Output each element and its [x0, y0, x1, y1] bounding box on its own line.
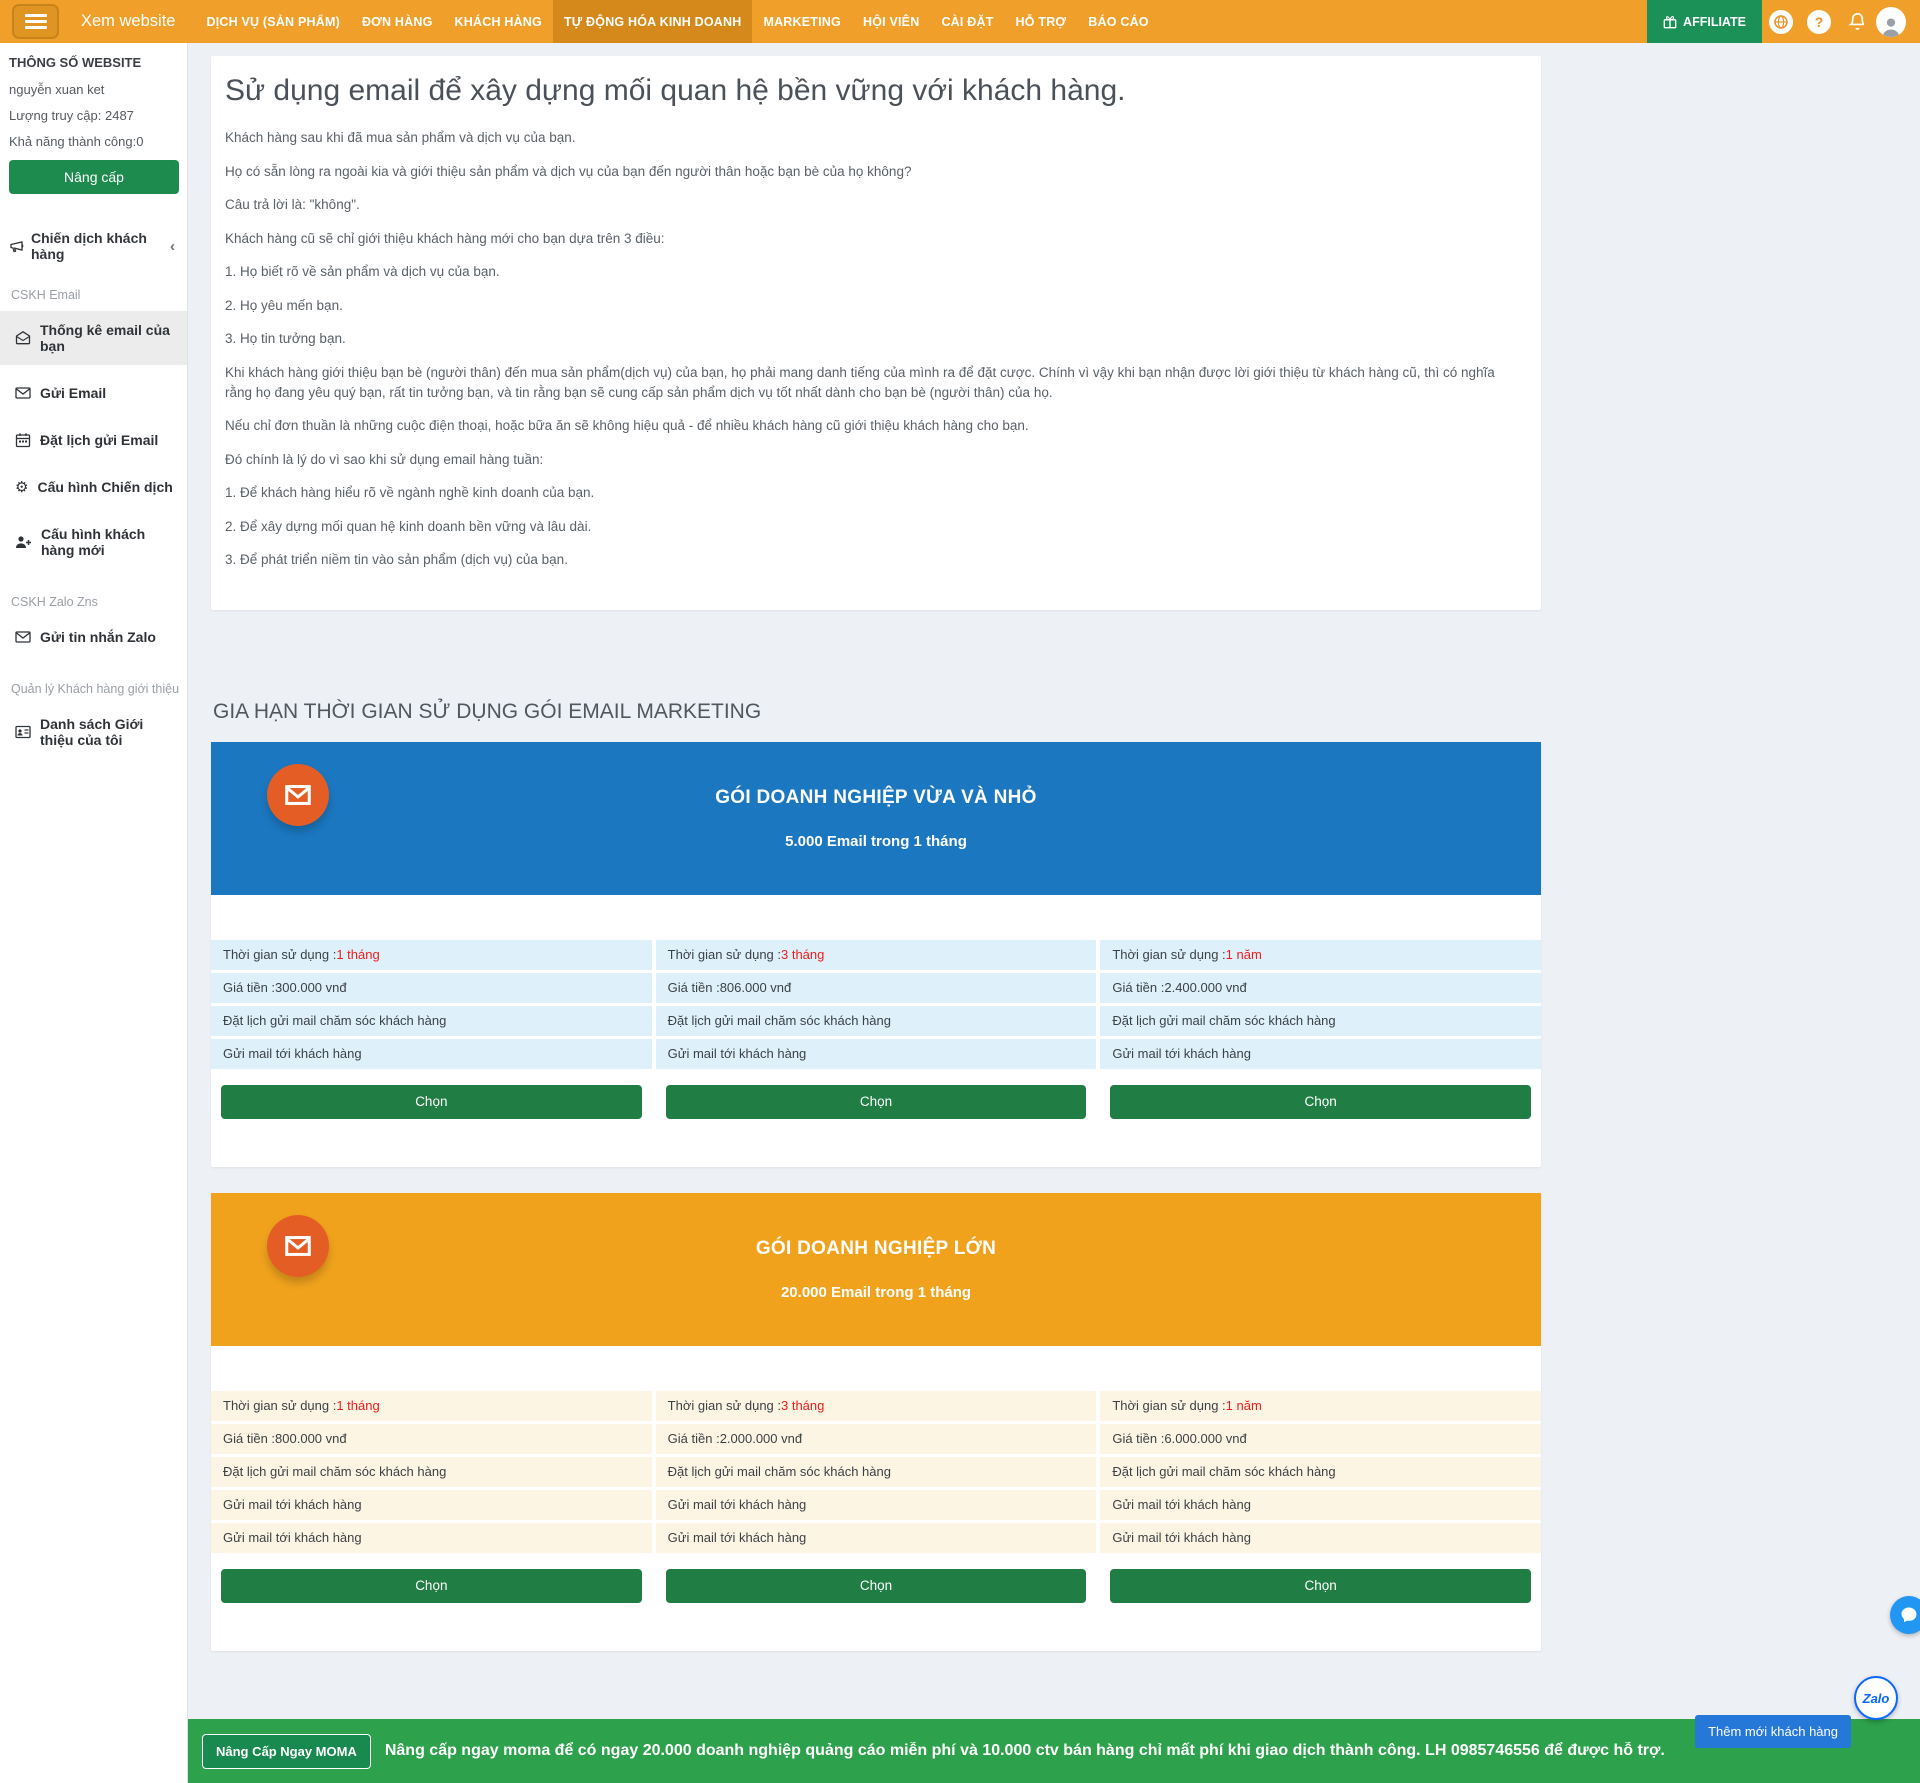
plan-table [211, 940, 1541, 1119]
article-paragraph: 3. Họ tin tưởng bạn. [225, 331, 346, 347]
choose-plan-button[interactable]: Chọn [666, 1085, 1087, 1119]
package-header [211, 1193, 1541, 1346]
package-card-enterprise [211, 1193, 1541, 1651]
nav-item-settings[interactable]: CÀI ĐẶT [941, 14, 994, 29]
plan-feature: Gửi mail tới khách hàng [1100, 1039, 1541, 1069]
plan-column-1-month [211, 940, 652, 1119]
page-title: Sử dụng email để xây dựng mối quan hệ bền vững với khách hàng. [225, 74, 1126, 107]
article-paragraph: Khách hàng sau khi đã mua sản phẩm và dịch vụ của bạn. [225, 130, 576, 145]
plan-price: Giá tiền : 6.000.000 vnđ [1100, 1424, 1541, 1454]
chevron-left-icon: ‹ [170, 237, 175, 255]
promo-message: Nâng cấp ngay moma để có ngay 20.000 doanh nghiệp quảng cáo miễn phí và 10.000 ctv bán hàng chỉ mất phí khi giao dịch thành công. LH 0985746556 để được hỗ trợ. [384, 1742, 1665, 1759]
article-paragraph: Câu trả lời là: "không". [225, 197, 360, 213]
renewal-section-title: GIA HẠN THỜI GIAN SỬ DỤNG GÓI EMAIL MARKETING [213, 699, 762, 723]
choose-plan-button[interactable]: Chọn [1110, 1085, 1531, 1119]
plan-feature: Gửi mail tới khách hàng [211, 1490, 652, 1520]
sidebar-success-rate: Khả năng thành công:0 [9, 134, 144, 149]
plan-duration: Thời gian sử dụng : 1 tháng [211, 940, 652, 970]
plan-feature: Gửi mail tới khách hàng [211, 1523, 652, 1553]
plan-column-1-year [1100, 940, 1541, 1119]
language-globe-icon[interactable] [1768, 9, 1794, 35]
plan-feature: Đặt lịch gửi mail chăm sóc khách hàng [656, 1006, 1097, 1036]
plan-feature: Đặt lịch gửi mail chăm sóc khách hàng [211, 1457, 652, 1487]
add-customer-button[interactable]: Thêm mới khách hàng [1695, 1715, 1851, 1748]
sidebar-item-schedule-email[interactable]: Đặt lịch gửi Email [0, 421, 187, 459]
package-card-sme [211, 742, 1541, 1167]
plan-feature: Đặt lịch gửi mail chăm sóc khách hàng [1100, 1006, 1541, 1036]
promo-footer-bar [188, 1719, 1920, 1783]
top-navbar [0, 0, 1920, 43]
plan-feature: Gửi mail tới khách hàng [1100, 1523, 1541, 1553]
article-card [211, 56, 1541, 610]
sidebar [0, 43, 188, 1783]
sidebar-visit-count: Lượng truy cập: 2487 [9, 108, 134, 123]
sidebar-item-email-stats[interactable]: Thống kê email của bạn [0, 311, 187, 365]
menu-toggle-icon[interactable] [12, 4, 59, 39]
plan-duration: Thời gian sử dụng : 1 tháng [211, 1391, 652, 1421]
plan-feature: Đặt lịch gửi mail chăm sóc khách hàng [211, 1006, 652, 1036]
package-subtitle: 5.000 Email trong 1 tháng [785, 832, 967, 850]
plan-price: Giá tiền : 2.400.000 vnđ [1100, 973, 1541, 1003]
plan-feature: Đặt lịch gửi mail chăm sóc khách hàng [1100, 1457, 1541, 1487]
plan-duration: Thời gian sử dụng : 1 năm [1100, 1391, 1541, 1421]
sidebar-item-my-referrals[interactable]: Danh sách Giới thiệu của tôi [0, 705, 187, 759]
article-paragraph: Họ có sẵn lòng ra ngoài kia và giới thiệu sản phẩm và dịch vụ của bạn đến người thân hoặc bạn bè của họ không? [225, 163, 912, 179]
sidebar-section-cskh-email: CSKH Email [11, 288, 81, 302]
plan-feature: Gửi mail tới khách hàng [656, 1523, 1097, 1553]
article-paragraph: 2. Để xây dựng mối quan hệ kinh doanh bền vững và lâu dài. [225, 518, 592, 534]
plan-price: Giá tiền : 800.000 vnđ [211, 1424, 652, 1454]
article-paragraph: 1. Họ biết rõ về sản phẩm và dịch vụ của bạn. [225, 264, 500, 280]
sidebar-item-send-email[interactable]: Gửi Email [0, 374, 187, 412]
package-subtitle: 20.000 Email trong 1 tháng [780, 1283, 972, 1301]
affiliate-button[interactable]: AFFILIATE [1647, 0, 1762, 43]
article-paragraph: 3. Để phát triển niềm tin vào sản phẩm (dịch vụ) của bạn. [225, 552, 568, 568]
plan-price: Giá tiền : 2.000.000 vnđ [656, 1424, 1097, 1454]
upgrade-button[interactable]: Nâng cấp [9, 160, 179, 194]
view-website-link[interactable]: Xem website [81, 12, 176, 30]
article-paragraph: Nếu chỉ đơn thuần là những cuộc điện thoại, hoặc bữa ăn sẽ không hiệu quả - để nhiều khách hàng cũ giới thiệu khách hàng cho bạn. [225, 418, 1029, 434]
sidebar-username: nguyễn xuan ket [9, 82, 105, 97]
package-name: GÓI DOANH NGHIỆP VỪA VÀ NHỎ [715, 786, 1037, 808]
nav-item-reports[interactable]: BÁO CÁO [1088, 14, 1149, 29]
article-paragraph: Khi khách hàng giới thiệu bạn bè (người thân) đến mua sản phẩm(dịch vụ) của bạn, họ phải mang danh tiếng của mình ra để đặt cược. Chính vì vậy khi bạn nhận được lời giới thiệu từ khách hàng cũ, thì có nghĩa rằng họ đang yêu quý bạn, rất tin tưởng bạn, và tin rằng bạn sẽ cung cấp sản phẩm dịch vụ tốt nhất dành cho bạn bè (người thân) của họ. [225, 364, 1495, 400]
choose-plan-button[interactable]: Chọn [221, 1085, 642, 1119]
email-badge-icon [267, 764, 329, 826]
nav-item-services[interactable]: DỊCH VỤ (SẢN PHẨM) [206, 14, 340, 29]
gift-icon [1663, 15, 1677, 29]
sidebar-item-campaigns[interactable]: Chiến dịch khách hàng ‹ [9, 230, 187, 262]
plan-column-3-months [656, 1391, 1097, 1603]
package-name: GÓI DOANH NGHIỆP LỚN [755, 1237, 997, 1259]
article-paragraph: Đó chính là lý do vì sao khi sử dụng email hàng tuần: [225, 451, 544, 467]
nav-item-members[interactable]: HỘI VIÊN [862, 14, 920, 29]
article-paragraph: Khách hàng cũ sẽ chỉ giới thiệu khách hàng mới cho bạn dựa trên 3 điều: [225, 230, 665, 246]
plan-column-1-month [211, 1391, 652, 1603]
article-paragraph: 2. Họ yêu mến bạn. [225, 297, 343, 313]
zalo-icon[interactable]: Zalo [1854, 1676, 1898, 1720]
envelope-icon [15, 385, 31, 401]
article-paragraph: 1. Để khách hàng hiểu rõ về ngành nghề kinh doanh của bạn. [225, 485, 595, 501]
plan-feature: Gửi mail tới khách hàng [211, 1039, 652, 1069]
sidebar-item-campaign-config[interactable]: ⚙ Cấu hình Chiến dịch [15, 477, 173, 496]
megaphone-icon [9, 238, 25, 254]
main-nav [195, 0, 1159, 43]
navbar-right [1647, 0, 1920, 43]
plan-duration: Thời gian sử dụng : 1 năm [1100, 940, 1541, 970]
plan-price: Giá tiền : 300.000 vnđ [211, 973, 652, 1003]
choose-plan-button[interactable]: Chọn [666, 1569, 1087, 1603]
plan-feature: Đặt lịch gửi mail chăm sóc khách hàng [656, 1457, 1097, 1487]
nav-item-customers[interactable]: KHÁCH HÀNG [454, 14, 542, 29]
plan-feature: Gửi mail tới khách hàng [656, 1490, 1097, 1520]
plan-column-3-months [656, 940, 1097, 1119]
main-content [188, 43, 1920, 1783]
choose-plan-button[interactable]: Chọn [1110, 1569, 1531, 1603]
message-icon [15, 629, 31, 645]
calendar-icon [15, 432, 31, 448]
nav-item-automation[interactable]: TỰ ĐỘNG HÓA KINH DOANH [553, 0, 753, 43]
user-avatar[interactable] [1876, 7, 1906, 37]
chat-widget-icon[interactable] [1890, 1596, 1920, 1634]
plan-feature: Gửi mail tới khách hàng [656, 1039, 1097, 1069]
plan-price: Giá tiền : 806.000 vnđ [656, 973, 1097, 1003]
gear-icon: ⚙ [15, 477, 29, 496]
nav-item-support[interactable]: HỖ TRỢ [1015, 14, 1067, 29]
email-badge-icon [267, 1215, 329, 1277]
plan-table [211, 1391, 1541, 1603]
inbox-icon [15, 330, 31, 346]
moma-upgrade-button[interactable]: Nâng Cấp Ngay MOMA [202, 1734, 371, 1769]
sidebar-section-referrals: Quản lý Khách hàng giới thiệu [11, 682, 180, 696]
website-stats-title: THÔNG SỐ WEBSITE [9, 55, 142, 70]
user-plus-icon [15, 534, 32, 550]
choose-plan-button[interactable]: Chọn [221, 1569, 642, 1603]
plan-duration: Thời gian sử dụng : 3 tháng [656, 1391, 1097, 1421]
plan-column-1-year [1100, 1391, 1541, 1603]
package-header [211, 742, 1541, 895]
plan-feature: Gửi mail tới khách hàng [1100, 1490, 1541, 1520]
plan-duration: Thời gian sử dụng : 3 tháng [656, 940, 1097, 970]
sidebar-section-cskh-zalo: CSKH Zalo Zns [11, 595, 98, 609]
notifications-bell-icon[interactable] [1844, 9, 1870, 35]
id-card-icon [15, 724, 31, 740]
sidebar-item-new-customer-config[interactable]: Cấu hình khách hàng mới [0, 515, 187, 569]
nav-item-orders[interactable]: ĐƠN HÀNG [361, 14, 433, 29]
sidebar-item-send-zalo[interactable]: Gửi tin nhắn Zalo [0, 618, 187, 656]
help-icon[interactable]: ? [1806, 9, 1832, 35]
nav-item-marketing[interactable]: MARKETING [763, 14, 841, 29]
